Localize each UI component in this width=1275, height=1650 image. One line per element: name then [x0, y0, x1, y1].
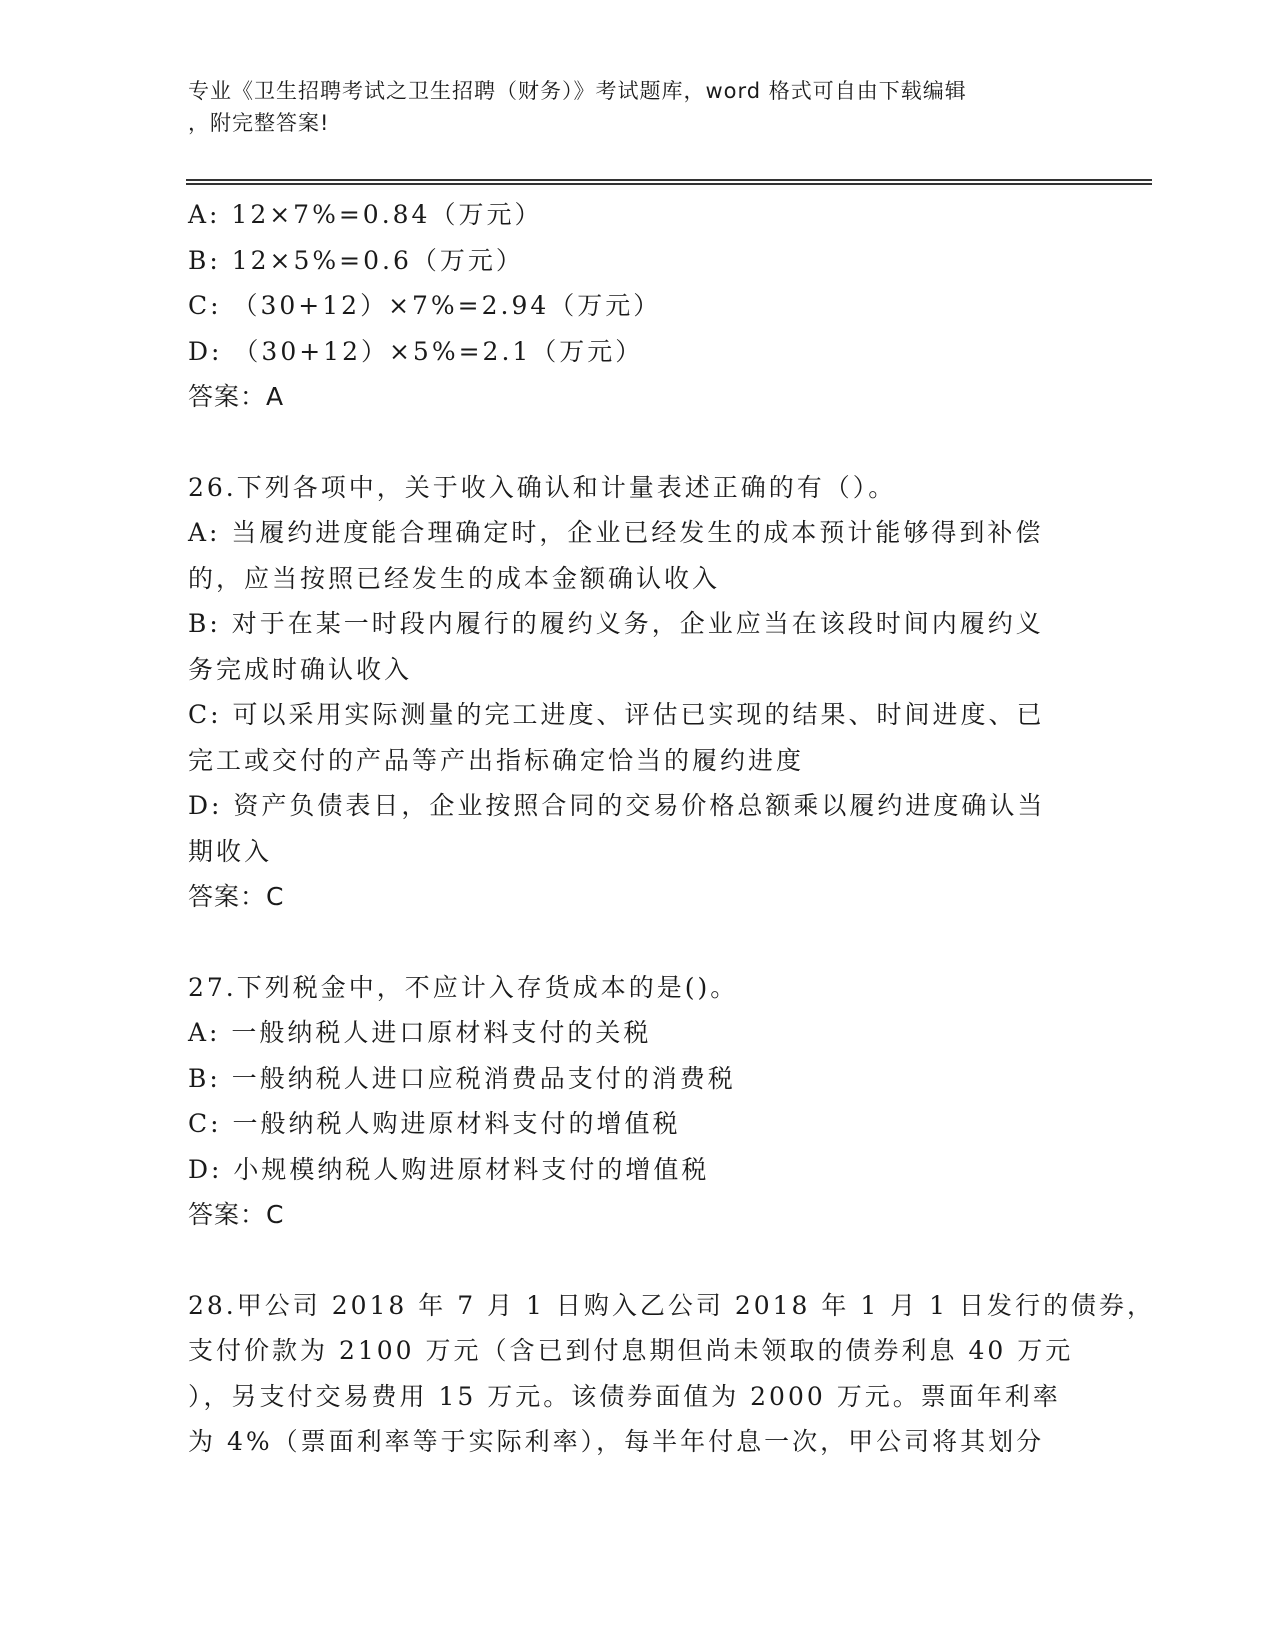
- option-d: D: 小规模纳税人购进原材料支付的增值税: [188, 1154, 710, 1184]
- header-rule-top: [186, 179, 1152, 181]
- answer: 答案：C: [188, 882, 285, 911]
- question-25-block: [188, 192, 1088, 420]
- question-line-3: ），另支付交易费用 15 万元。该债券面值为 2000 万元。票面年利率: [188, 1381, 1061, 1411]
- question-line-1: 28.甲公司 2018 年 7 月 1 日购入乙公司 2018 年 1 月 1 日发行的债券，: [188, 1290, 1155, 1320]
- answer: 答案：C: [188, 1200, 285, 1229]
- option-c: C: （30+12）×7%=2.94（万元）: [188, 291, 662, 320]
- option-c: C: 一般纳税人购进原材料支付的增值税: [188, 1109, 681, 1138]
- question-line-4: 为 4%（票面利率等于实际利率），每半年付息一次，甲公司将其划分: [188, 1427, 1045, 1456]
- option-b-line-2: 务完成时确认收入: [188, 654, 413, 684]
- answer: 答案：A: [188, 382, 285, 411]
- question-28-block: [188, 1283, 1155, 1465]
- document-header: [188, 75, 1088, 139]
- option-a-line-1: A: 当履约进度能合理确定时，企业已经发生的成本预计能够得到补偿: [188, 518, 1044, 547]
- option-d: D: （30+12）×5%=2.1（万元）: [188, 336, 644, 366]
- question-text: 27.下列税金中，不应计入存货成本的是()。: [188, 972, 739, 1002]
- option-a: A: 一般纳税人进口原材料支付的关税: [188, 1018, 652, 1047]
- question-text: 26.下列各项中，关于收入确认和计量表述正确的有（）。: [188, 472, 897, 502]
- option-c-line-2: 完工或交付的产品等产出指标确定恰当的履约进度: [188, 745, 805, 775]
- option-a: A: 12×7%=0.84（万元）: [188, 200, 543, 229]
- option-d-line-1: D: 资产负债表日，企业按照合同的交易价格总额乘以履约进度确认当: [188, 791, 1046, 820]
- header-line-1: 专业《卫生招聘考试之卫生招聘（财务）》考试题库，word 格式可自由下载编辑: [188, 79, 967, 103]
- document-body: [188, 192, 1155, 1465]
- option-a-line-2: 的，应当按照已经发生的成本金额确认收入: [188, 563, 721, 593]
- option-b: B: 一般纳税人进口应税消费品支付的消费税: [188, 1063, 736, 1093]
- question-line-2: 支付价款为 2100 万元（含已到付息期但尚未领取的债券利息 40 万元: [188, 1336, 1074, 1365]
- option-c-line-1: C: 可以采用实际测量的完工进度、评估已实现的结果、时间进度、已: [188, 700, 1045, 729]
- option-b-line-1: B: 对于在某一时段内履行的履约义务，企业应当在该段时间内履约义: [188, 609, 1044, 638]
- option-d-line-2: 期收入: [188, 836, 273, 866]
- header-rule-bottom: [186, 183, 1152, 185]
- question-27-block: [188, 965, 1088, 1238]
- option-b: B: 12×5%=0.6（万元）: [188, 245, 524, 275]
- header-line-2: ，附完整答案!: [188, 111, 330, 135]
- question-26-block: [188, 465, 1088, 920]
